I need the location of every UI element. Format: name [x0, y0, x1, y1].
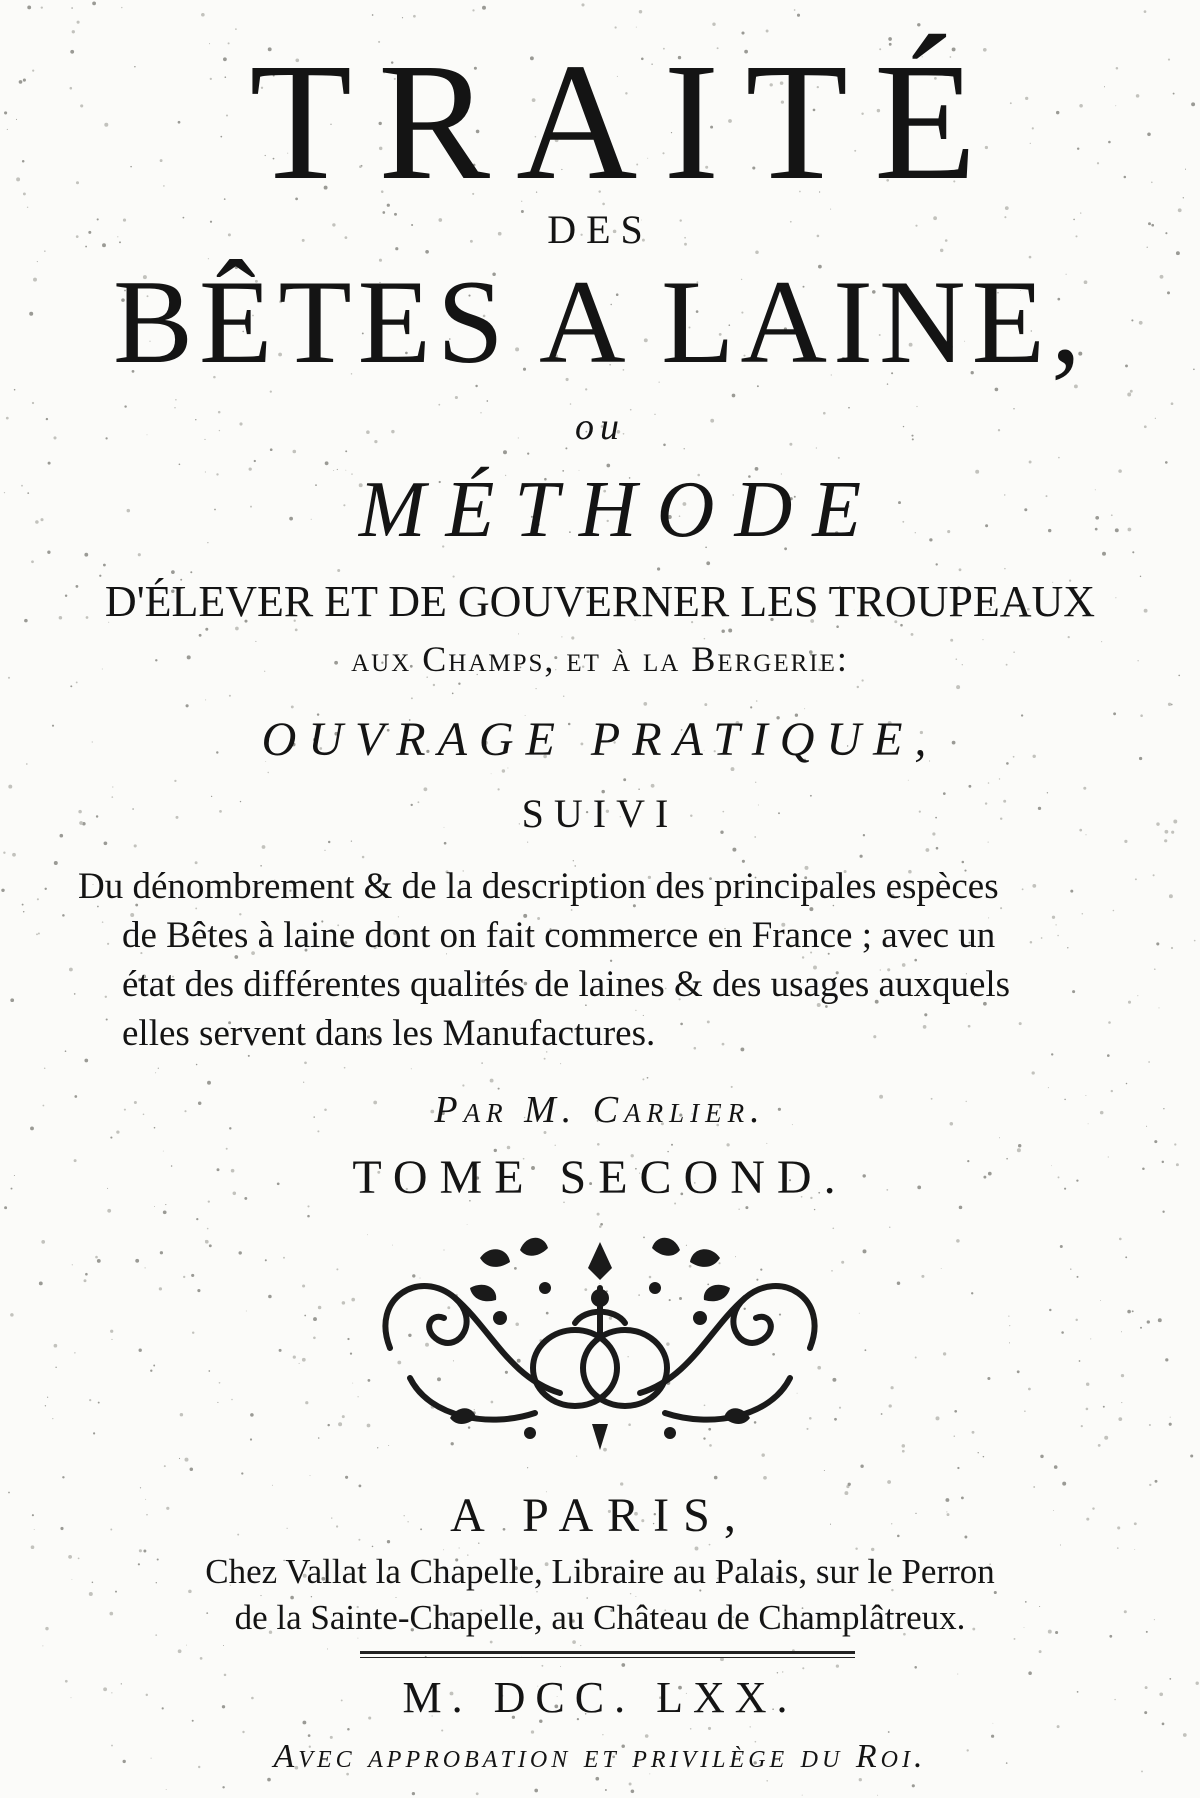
title-traite: TRAITÉ: [249, 29, 1003, 215]
double-rule-top: [360, 1651, 855, 1654]
subtitle-line-2: aux Champs, et à la Bergerie:: [351, 639, 849, 679]
place-line: A PARIS,: [450, 1489, 750, 1542]
double-rule-bottom: [360, 1657, 855, 1658]
description-paragraph: [78, 862, 1138, 1058]
title-methode: MÉTHODE: [358, 466, 882, 554]
description-line-3: état des différentes qualités de laines & des usages auxquels: [122, 964, 1011, 1005]
privilege-line: Avec approbation et privilège du Roi.: [273, 1738, 927, 1775]
publisher-line-1: Chez Vallat la Chapelle, Libraire au Palais, sur le Perron: [205, 1552, 995, 1591]
description-line-4: elles servent dans les Manufactures.: [122, 1013, 656, 1054]
publisher-line-2: de la Sainte-Chapelle, au Château de Champlâtreux.: [234, 1598, 966, 1637]
ouvrage-pratique: OUVRAGE PRATIQUE,: [261, 713, 939, 766]
title-des: DES: [547, 207, 653, 252]
main-title: BÊTES A LAINE,: [113, 255, 1087, 388]
suivi: SUIVI: [521, 791, 679, 836]
description-line-1: Du dénombrement & de la description des principales espèces: [78, 866, 999, 907]
subtitle-line-1: D'ÉLEVER ET DE GOUVERNER LES TROUPEAUX: [104, 577, 1096, 626]
author-line: Par M. Carlier.: [434, 1089, 766, 1131]
volume-line: TOME SECOND.: [352, 1151, 848, 1204]
conjunction-ou: ou: [575, 406, 625, 448]
floral-ornament-icon: [360, 1228, 840, 1458]
description-line-2: de Bêtes à laine dont on fait commerce en France ; avec un: [122, 915, 996, 956]
publication-year: M. DCC. LXX.: [402, 1673, 798, 1722]
